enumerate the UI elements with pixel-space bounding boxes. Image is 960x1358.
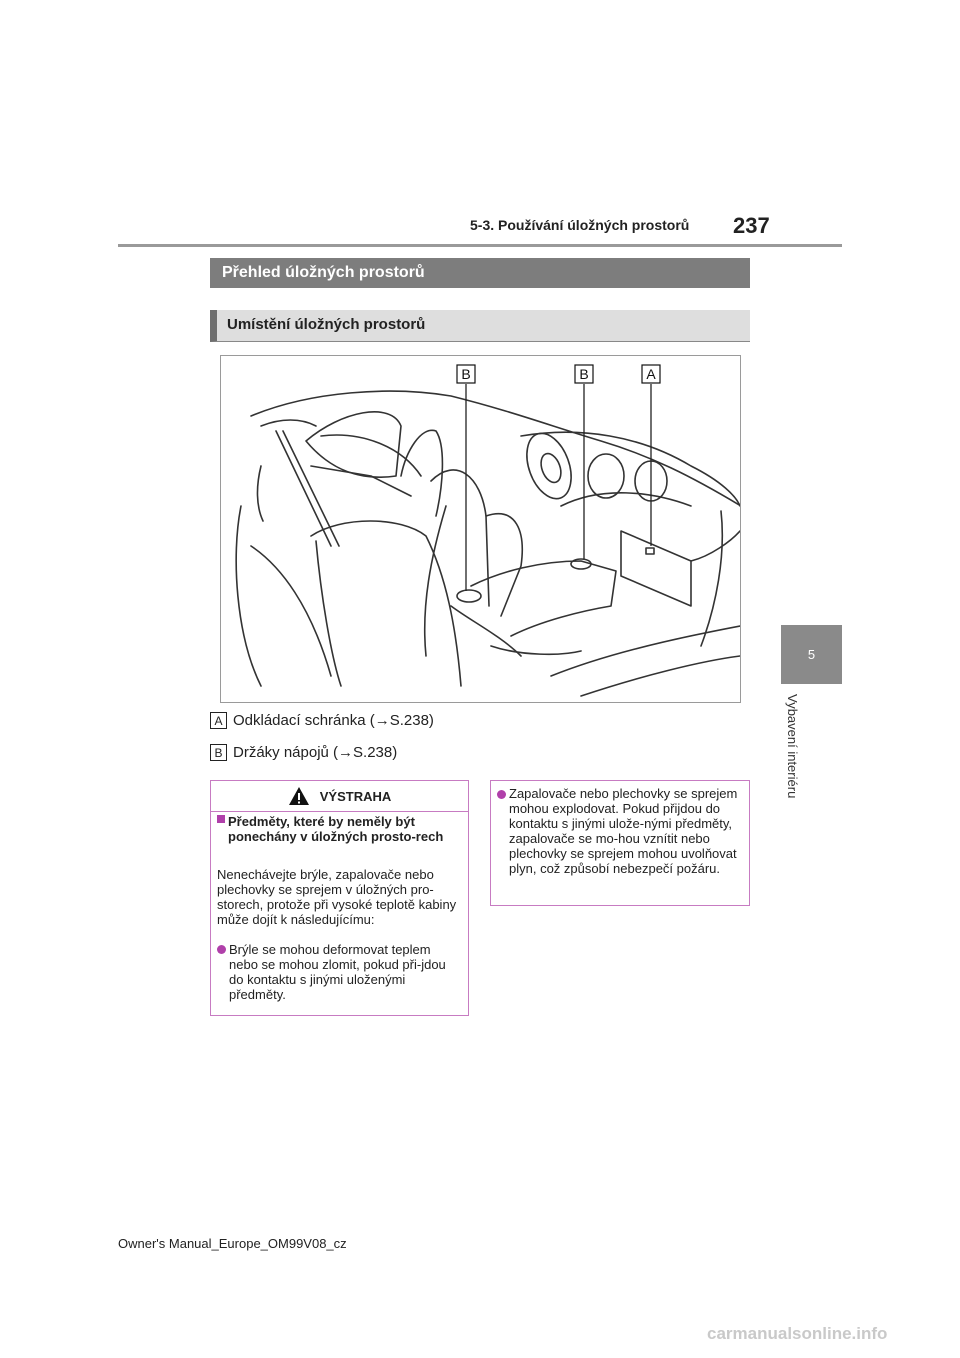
sub-heading: Umístění úložných prostorů [210,310,750,342]
warning-bullet-glasses: Brýle se mohou deformovat teplem nebo se mohou zlomit, pokud při-jdou do kontaktu s jinými uloženými předměty. [229,942,446,1002]
footer-manual-id: Owner's Manual_Europe_OM99V08_cz [118,1236,347,1251]
legend-item-b [210,744,397,761]
warning-triangle-icon [288,786,310,806]
chapter-number: 5 [807,647,816,662]
callout-label-b1: B [461,366,471,382]
car-interior-illustration [220,355,741,703]
round-bullet-icon [217,945,226,954]
chapter-title-text: Vybavení interiéru [785,694,800,799]
section-title: 5-3. Používání úložných prostorů [470,217,690,233]
legend-text-b: Držáky nápojů (→S.238) [233,744,398,761]
legend-item-a [210,712,434,729]
round-bullet-icon [497,790,506,799]
square-bullet-icon [217,815,225,823]
watermark: carmanualsonline.info [707,1324,888,1343]
warning-title: VÝSTRAHA [319,788,392,804]
warning-subtitle: Předměty, které by neměly být ponechány v úložných prosto-rech [228,814,444,844]
legend-key-a: A [210,712,227,729]
callout-label-a: A [646,366,656,382]
warning-header [211,781,468,812]
warning-bullet-lighters: Zapalovače nebo plechovky se sprejem mohou explodovat. Pokud přijdou do kontaktu s jinými ulože-nými předměty, zapalovače se mo-hou vznítit nebo plechovky se sprejem mohou uvolňovat plyn, což způsobí nebezpečí požáru. [509,786,738,876]
car-interior-drawing [221,356,740,702]
warning-intro: Nenechávejte brýle, zapalovače nebo plechovky se sprejem v úložných pro-storech, protože při vysoké teplotě kabiny může dojít k následujícímu: [217,867,457,927]
header-divider [118,244,842,247]
chapter-tab [781,625,842,684]
legend-text-a: Odkládací schránka (→S.238) [233,712,434,729]
legend-key-b: B [210,744,227,761]
main-heading: Přehled úložných prostorů [210,258,750,288]
callout-label-b2: B [579,366,589,382]
page-number: 237 [733,213,770,238]
warning-box-continued [490,780,750,906]
chapter-title [782,694,802,824]
warning-box [210,780,469,1016]
